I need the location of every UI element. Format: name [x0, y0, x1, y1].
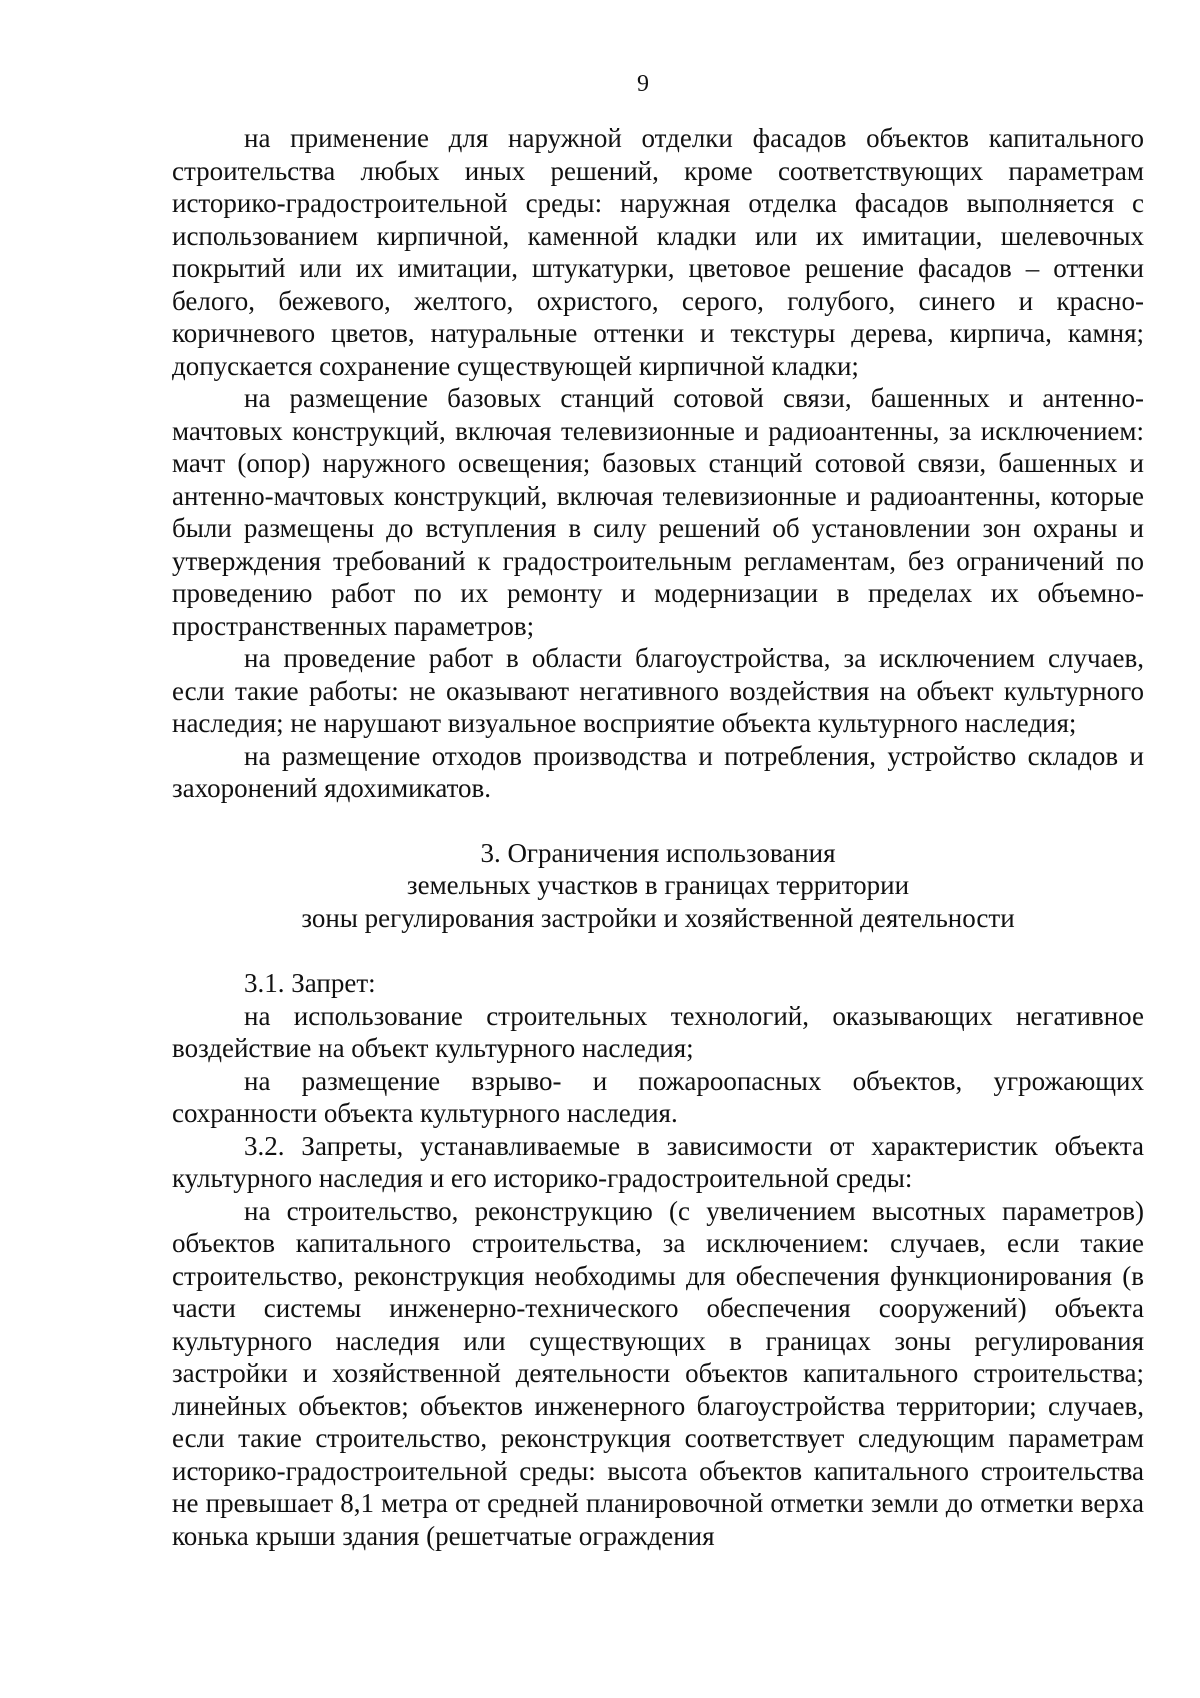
paragraph-construction-reconstruction: на строительство, реконструкцию (с увеличением высотных параметров) объектов капитального строительства, за исключением: случаев, если такие строительство, реконструкция необходимы для обеспечения функционирования (в части системы инженерно-технического обеспечения сооружений) объекта культурного наследия или существующих в границах зоны регулирования застройки и хозяйственной деятельности объектов капитального строительства; линейных объектов; объектов инженерного благоустройства территории; случаев, если такие строительство, реконструкция соответствует следующим параметрам историко-градостроительной среды: высота объектов капитального строительства не превышает 8,1 метра от средней планировочной отметки земли до отметки верха конька крыши здания (решетчатые ограждения [172, 1195, 1144, 1551]
section-heading [172, 837, 1144, 935]
paragraph-facade-finishing: на применение для наружной отделки фасадов объектов капитального строительства любых иных решений, кроме соответствующих параметрам историко-градостроительной среды: наружная отделка фасадов выполняется с использованием кирпичной, каменной кладки или их имитации, шелевочных покрытий или их имитации, штукатурки, цветовое решение фасадов – оттенки белого, бежевого, желтого, охристого, серого, голубого, синего и красно-коричневого цветов, натуральные оттенки и текстуры дерева, кирпича, камня; допускается сохранение существующей кирпичной кладки; [172, 123, 1144, 381]
paragraph-waste: на размещение отходов производства и потребления, устройство складов и захоронений ядохимикатов. [172, 740, 1144, 803]
clause-3-2-title: 3.2. Запреты, устанавливаемые в зависимости от характеристик объекта культурного наследия и его историко-градостроительной среды: [172, 1130, 1144, 1193]
section-heading-line-2: земельных участков в границах территории [406, 870, 910, 900]
section-text [172, 967, 1144, 1552]
paragraph-base-stations: на размещение базовых станций сотовой связи, башенных и антенно-мачтовых конструкций, включая телевизионные и радиоантенны, за исключением: мачт (опор) наружного освещения; базовых станций сотовой связи, башенных и антенно-мачтовых конструкций, включая телевизионные и радиоантенны, которые были размещены до вступления в силу решений об установлении зон охраны и утверждения требований к градостроительным регламентам, без ограничений по проведению работ по их ремонту и модернизации в пределах их объемно-пространственных параметров; [172, 383, 1144, 641]
clause-3-1-title: 3.1. Запрет: [244, 968, 376, 998]
section-heading-line-1: 3. Ограничения использования [480, 837, 836, 868]
paragraph-landscaping: на проведение работ в области благоустройства, за исключением случаев, если такие работы: не оказывают негативного воздействия на объект культурного наследия; не нарушают визуальное восприятие объекта культурного наследия; [172, 643, 1144, 738]
page-number: 9 [637, 71, 649, 97]
document-page [172, 70, 1144, 1552]
intro-text [172, 122, 1144, 805]
paragraph-explosive-objects: на размещение взрыво- и пожароопасных объектов, угрожающих сохранности объекта культурного наследия. [172, 1065, 1144, 1128]
section-heading-line-3: зоны регулирования застройки и хозяйственной деятельности [301, 902, 1015, 933]
paragraph-construction-technologies: на использование строительных технологий, оказывающих негативное воздействие на объект культурного наследия; [172, 1000, 1144, 1063]
